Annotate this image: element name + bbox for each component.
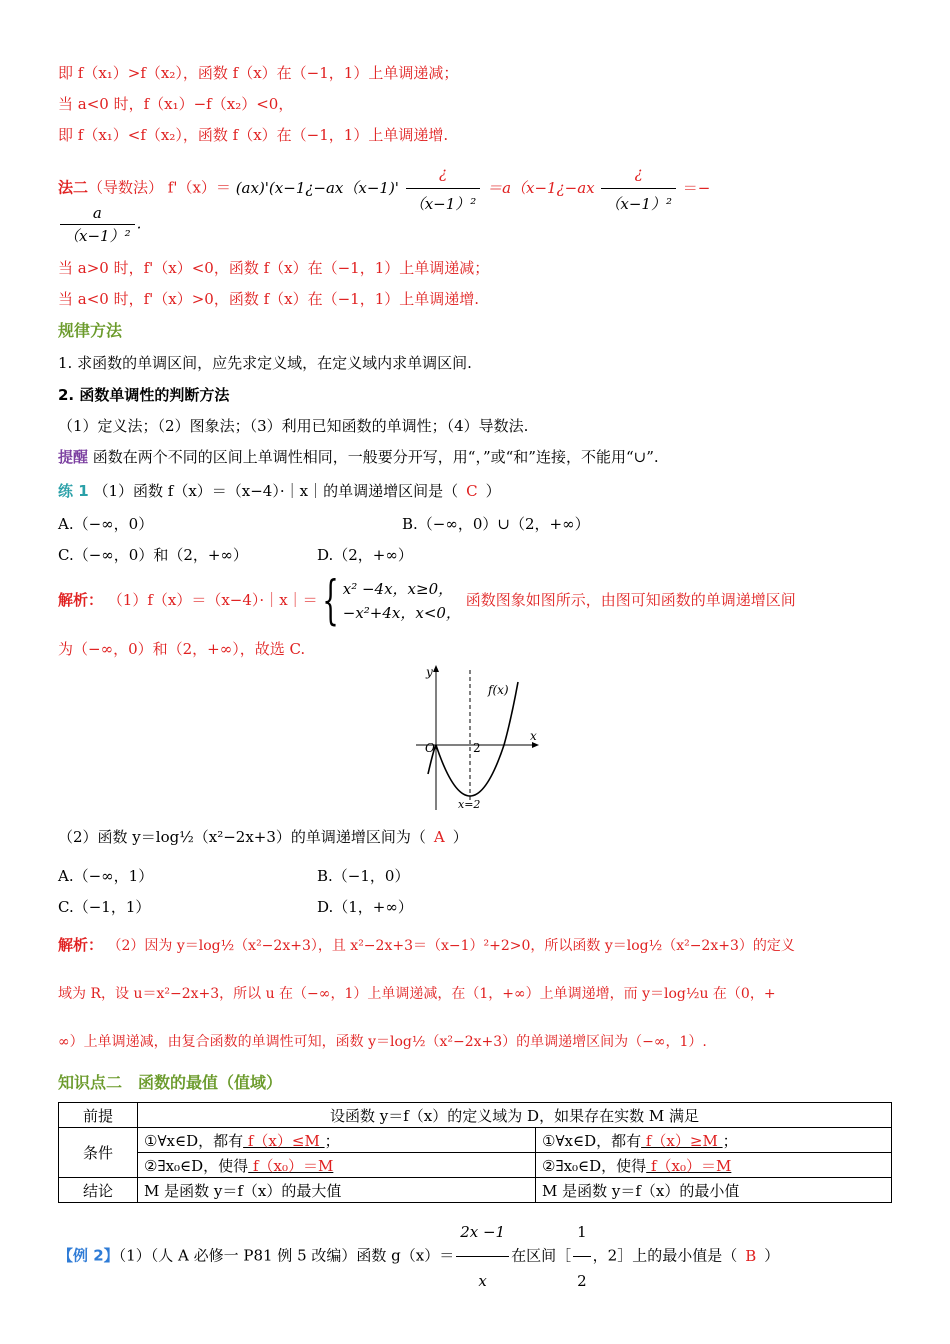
origin-label: O: [425, 741, 435, 755]
option-c: C.（−1，1）: [58, 898, 151, 916]
fraction: [60, 202, 135, 247]
row-label: 前提: [59, 1103, 138, 1128]
conclusion-cell: M 是函数 y＝f（x）的最大值: [138, 1178, 536, 1203]
conclusion-cell: M 是函数 y＝f（x）的最小值: [536, 1178, 892, 1203]
row-label: 条件: [59, 1128, 138, 1178]
fill-blank: f（x）≤M: [243, 1131, 325, 1150]
fraction-numerator: a: [92, 204, 102, 222]
solution-text: （2）因为 y＝log½（x²−2x+3），且 x²−2x+3＝（x−1）²+2>0，所以函数 y＝log½（x²−2x+3）的定义: [107, 938, 795, 954]
solution1-line2: 为（−∞，0）和（2，+∞），故选 C.: [58, 640, 306, 658]
fraction-numerator: ¿: [438, 164, 448, 182]
exercise-label: 练 1: [58, 482, 89, 500]
fill-blank: f（x₀）＝M: [248, 1156, 334, 1175]
fraction: [456, 1208, 509, 1305]
fraction-numerator: 2x −1: [460, 1223, 506, 1241]
solution2-line1: [58, 934, 795, 957]
question-close: ）: [452, 828, 468, 846]
condition-cell: [536, 1128, 892, 1153]
condition-cell: [138, 1128, 536, 1153]
fill-blank: f（x₀）＝M: [646, 1156, 732, 1175]
method2-continuation: $\frac{a}{\text{（x−1）²}}$ .: [58, 202, 141, 247]
table-row: [59, 1128, 892, 1153]
option-a: A.（−∞，0）: [58, 515, 154, 533]
curve-label: f(x): [488, 683, 509, 697]
fraction: [406, 158, 481, 219]
method2-text: （导数法） f'（x）＝: [88, 178, 231, 197]
question-text: 在区间［: [511, 1246, 572, 1265]
solution1-line: [58, 571, 796, 631]
table-row: [59, 1103, 892, 1128]
rules-heading: 规律方法: [58, 321, 123, 340]
answer: A: [433, 828, 445, 846]
solution-line: 即 f（x₁）>f（x₂），函数 f（x）在（−1，1）上单调递减；: [58, 64, 459, 82]
tip-line: [58, 446, 659, 468]
solution-line: 当 a>0 时，f'（x）<0，函数 f（x）在（−1，1）上单调递减；: [58, 259, 490, 277]
solution2-line2: 域为 R，设 u＝x²−2x+3，所以 u 在（−∞，1）上单调递减，在（1，+∞）上单调递增，而 y＝log½u 在（0，+: [58, 986, 776, 1002]
rules-detail: （1）定义法；（2）图象法；（3）利用已知函数的单调性；（4）导数法.: [58, 417, 529, 435]
case-2: −x²+4x，x<0，: [342, 604, 461, 622]
question-text: ，2］上的最小值是（: [592, 1246, 738, 1265]
option-a: A.（−∞，1）: [58, 867, 154, 885]
fraction-denominator: （x−1）²: [601, 188, 676, 219]
expr-part: ＝−: [682, 178, 711, 197]
option-d: D.（2，+∞）: [317, 546, 413, 564]
function-graph: [408, 662, 543, 812]
tip-label: 提醒: [58, 448, 89, 466]
question-close: ）: [485, 482, 501, 500]
tip-text: 函数在两个不同的区间上单调性相同，一般要分开写，用“，”或“和”连接，不能用“∪”.: [92, 448, 659, 466]
rules-item: 1. 求函数的单调区间，应先求定义域，在定义域内求单调区间.: [58, 354, 472, 372]
max-min-table: [58, 1102, 892, 1203]
example2-line: [58, 1208, 779, 1305]
solution-label: 解析：: [58, 591, 104, 609]
answer: C: [466, 482, 478, 500]
table-row: [59, 1153, 892, 1178]
option-b: B.（−1，0）: [317, 867, 410, 885]
solution-line: 当 a<0 时，f'（x）>0，函数 f（x）在（−1，1）上单调递增.: [58, 290, 480, 308]
option-b: B.（−∞，0）∪（2，+∞）: [402, 515, 590, 533]
solution-text: 函数图象如图所示，由图可知函数的单调递增区间: [465, 591, 796, 609]
fraction-numerator: ¿: [634, 164, 643, 182]
exercise1-q2: [58, 826, 468, 848]
rules-item: 2. 函数单调性的判断方法: [58, 386, 230, 404]
fraction-denominator: x: [456, 1256, 509, 1305]
y-label: y: [426, 665, 433, 679]
option-d: D.（1，+∞）: [317, 898, 413, 916]
solution-label: 解析：: [58, 936, 104, 954]
method2-line: [58, 158, 710, 219]
fraction: [601, 158, 676, 219]
knowledge2-heading: 知识点二 函数的最值（值域）: [58, 1073, 283, 1092]
fraction-denominator: （x−1）²: [406, 188, 481, 219]
solution-text: （1）f（x）＝（x−4）·｜x｜＝: [107, 591, 318, 609]
fraction: [573, 1208, 591, 1305]
exercise1-q1: [58, 480, 501, 502]
row-label: 结论: [59, 1178, 138, 1203]
y-axis-arrow: [433, 665, 439, 672]
tick-label: 2: [473, 741, 481, 755]
table-row: [59, 1178, 892, 1203]
option-c: C.（−∞，0）和（2，+∞）: [58, 546, 248, 564]
cell-text: ①∀x∈D，都有: [144, 1131, 244, 1150]
fraction-denominator: 2: [573, 1256, 591, 1305]
row-text: 设函数 y＝f（x）的定义域为 D，如果存在实数 M 满足: [138, 1103, 892, 1128]
example-label: 【例 2】: [58, 1246, 119, 1265]
solution-line: 即 f（x₁）<f（x₂），函数 f（x）在（−1，1）上单调递增.: [58, 126, 449, 144]
brace: {: [321, 571, 339, 631]
condition-cell: [138, 1153, 536, 1178]
cell-text: ；: [324, 1131, 340, 1150]
fill-blank: f（x）≥M: [641, 1131, 723, 1150]
question-stem: （2）函数 y＝log½（x²−2x+3）的单调递增区间为（: [58, 828, 426, 846]
cell-text: ②∃x₀∈D，使得: [542, 1156, 647, 1175]
solution-line: 当 a<0 时，f（x₁）−f（x₂）<0，: [58, 95, 294, 113]
question-close: ）: [764, 1246, 780, 1265]
x-label: x: [530, 729, 537, 743]
solution2-line3: ∞）上单调递减，由复合函数的单调性可知，函数 y＝log½（x²−2x+3）的单调递增区间为（−∞，1）.: [58, 1034, 707, 1050]
expr-part: ＝a（x−1¿−ax: [487, 178, 595, 197]
cell-text: ；: [722, 1131, 738, 1150]
answer: B: [745, 1246, 757, 1265]
question-stem: （1）（人 A 必修一 P81 例 5 改编）函数 g（x）＝: [118, 1246, 455, 1265]
line-label: x=2: [458, 798, 481, 811]
piecewise-cases: [343, 577, 461, 625]
method2-label: 法二: [58, 178, 89, 197]
fraction-denominator: （x−1）²: [60, 224, 135, 247]
case-1: x² −4x，x≥0，: [342, 580, 454, 598]
cell-text: ②∃x₀∈D，使得: [144, 1156, 249, 1175]
cell-text: ①∀x∈D，都有: [542, 1131, 642, 1150]
expr-part: (ax)'(x−1¿−ax（x−1)': [235, 178, 399, 197]
method2-expr: [235, 164, 711, 213]
question-stem: （1）函数 f（x）＝（x−4）·｜x｜的单调递增区间是（: [93, 482, 459, 500]
fraction-numerator: 1: [577, 1223, 587, 1241]
condition-cell: [536, 1153, 892, 1178]
